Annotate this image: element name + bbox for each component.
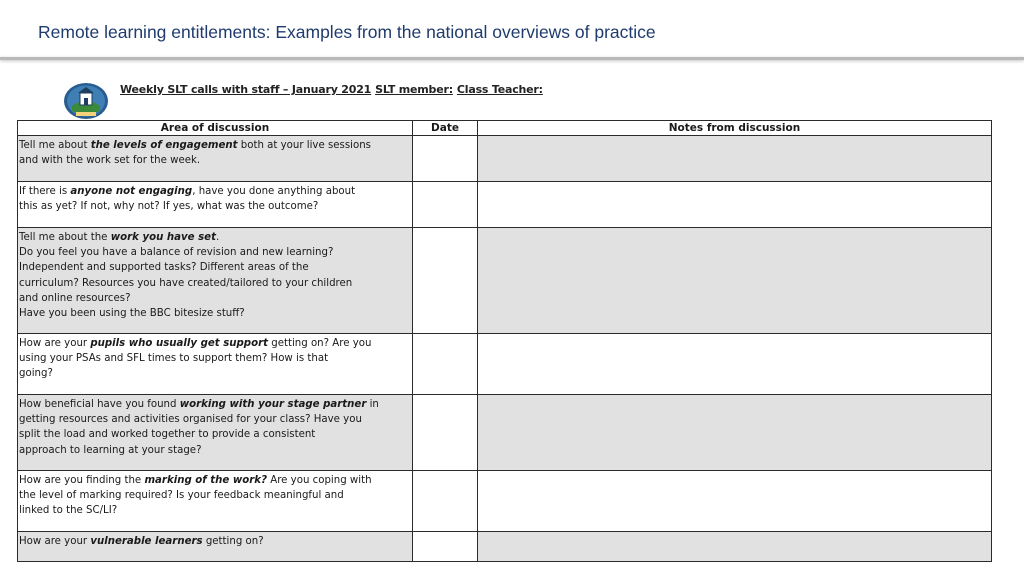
date-cell <box>413 471 478 532</box>
school-crest-icon <box>63 82 109 120</box>
question-line: using your PSAs and SFL times to support them? How is that <box>19 353 329 365</box>
question-line: and online resources? <box>19 292 131 304</box>
question-line: getting resources and activities organised for your class? Have you <box>19 414 362 426</box>
question-line: How are your vulnerable learners getting on? <box>19 536 264 547</box>
table-header-row <box>18 121 992 136</box>
notes-cell <box>478 395 992 471</box>
discussion-question <box>18 395 413 471</box>
slt-member-label: SLT member: <box>375 83 453 96</box>
question-line: How are you finding the marking of the work? Are you coping with <box>19 475 372 486</box>
table-row <box>18 228 992 334</box>
notes-cell <box>478 228 992 334</box>
discussion-table <box>17 120 992 562</box>
discussion-question <box>18 182 413 228</box>
column-header-area: Area of discussion <box>18 121 413 136</box>
form-header <box>120 83 543 96</box>
table-row <box>18 532 992 562</box>
question-line: curriculum? Resources you have created/tailored to your children <box>19 277 353 289</box>
question-line: the level of marking required? Is your feedback meaningful and <box>19 490 344 502</box>
question-line: and with the work set for the week. <box>19 155 201 167</box>
discussion-question <box>18 136 413 182</box>
class-teacher-label: Class Teacher: <box>456 83 543 96</box>
date-cell <box>413 532 478 562</box>
table-row <box>18 334 992 395</box>
notes-cell <box>478 136 992 182</box>
title-divider <box>0 57 1024 60</box>
question-line: this as yet? If not, why not? If yes, what was the outcome? <box>19 201 319 213</box>
notes-cell <box>478 334 992 395</box>
question-line: Have you been using the BBC bitesize stuff? <box>19 308 245 320</box>
date-cell <box>413 136 478 182</box>
question-line: Do you feel you have a balance of revision and new learning? <box>19 247 334 259</box>
column-header-notes: Notes from discussion <box>478 121 992 136</box>
date-cell <box>413 334 478 395</box>
slide-title: Remote learning entitlements: Examples from the national overviews of practice <box>38 22 656 42</box>
date-cell <box>413 395 478 471</box>
date-cell <box>413 228 478 334</box>
question-line: going? <box>19 368 53 380</box>
question-line: How beneficial have you found working with your stage partner in <box>19 399 379 410</box>
notes-cell <box>478 471 992 532</box>
question-line: approach to learning at your stage? <box>19 444 202 456</box>
question-line: If there is anyone not engaging, have you done anything about <box>19 186 356 197</box>
table-row <box>18 182 992 228</box>
question-line: split the load and worked together to provide a consistent <box>19 429 316 441</box>
discussion-question <box>18 532 413 562</box>
question-line: Independent and supported tasks? Different areas of the <box>19 262 309 274</box>
table-row <box>18 136 992 182</box>
date-cell <box>413 182 478 228</box>
question-line: linked to the SC/LI? <box>19 505 118 517</box>
table-row <box>18 395 992 471</box>
question-line: How are your pupils who usually get support getting on? Are you <box>19 338 372 349</box>
notes-cell <box>478 532 992 562</box>
discussion-question <box>18 334 413 395</box>
discussion-question <box>18 471 413 532</box>
table-row <box>18 471 992 532</box>
question-line: Tell me about the levels of engagement both at your live sessions <box>19 140 371 151</box>
notes-cell <box>478 182 992 228</box>
discussion-question <box>18 228 413 334</box>
form-header-title: Weekly SLT calls with staff – January 2021 <box>120 83 372 96</box>
column-header-date: Date <box>413 121 478 136</box>
question-line: Tell me about the work you have set. <box>19 232 220 243</box>
